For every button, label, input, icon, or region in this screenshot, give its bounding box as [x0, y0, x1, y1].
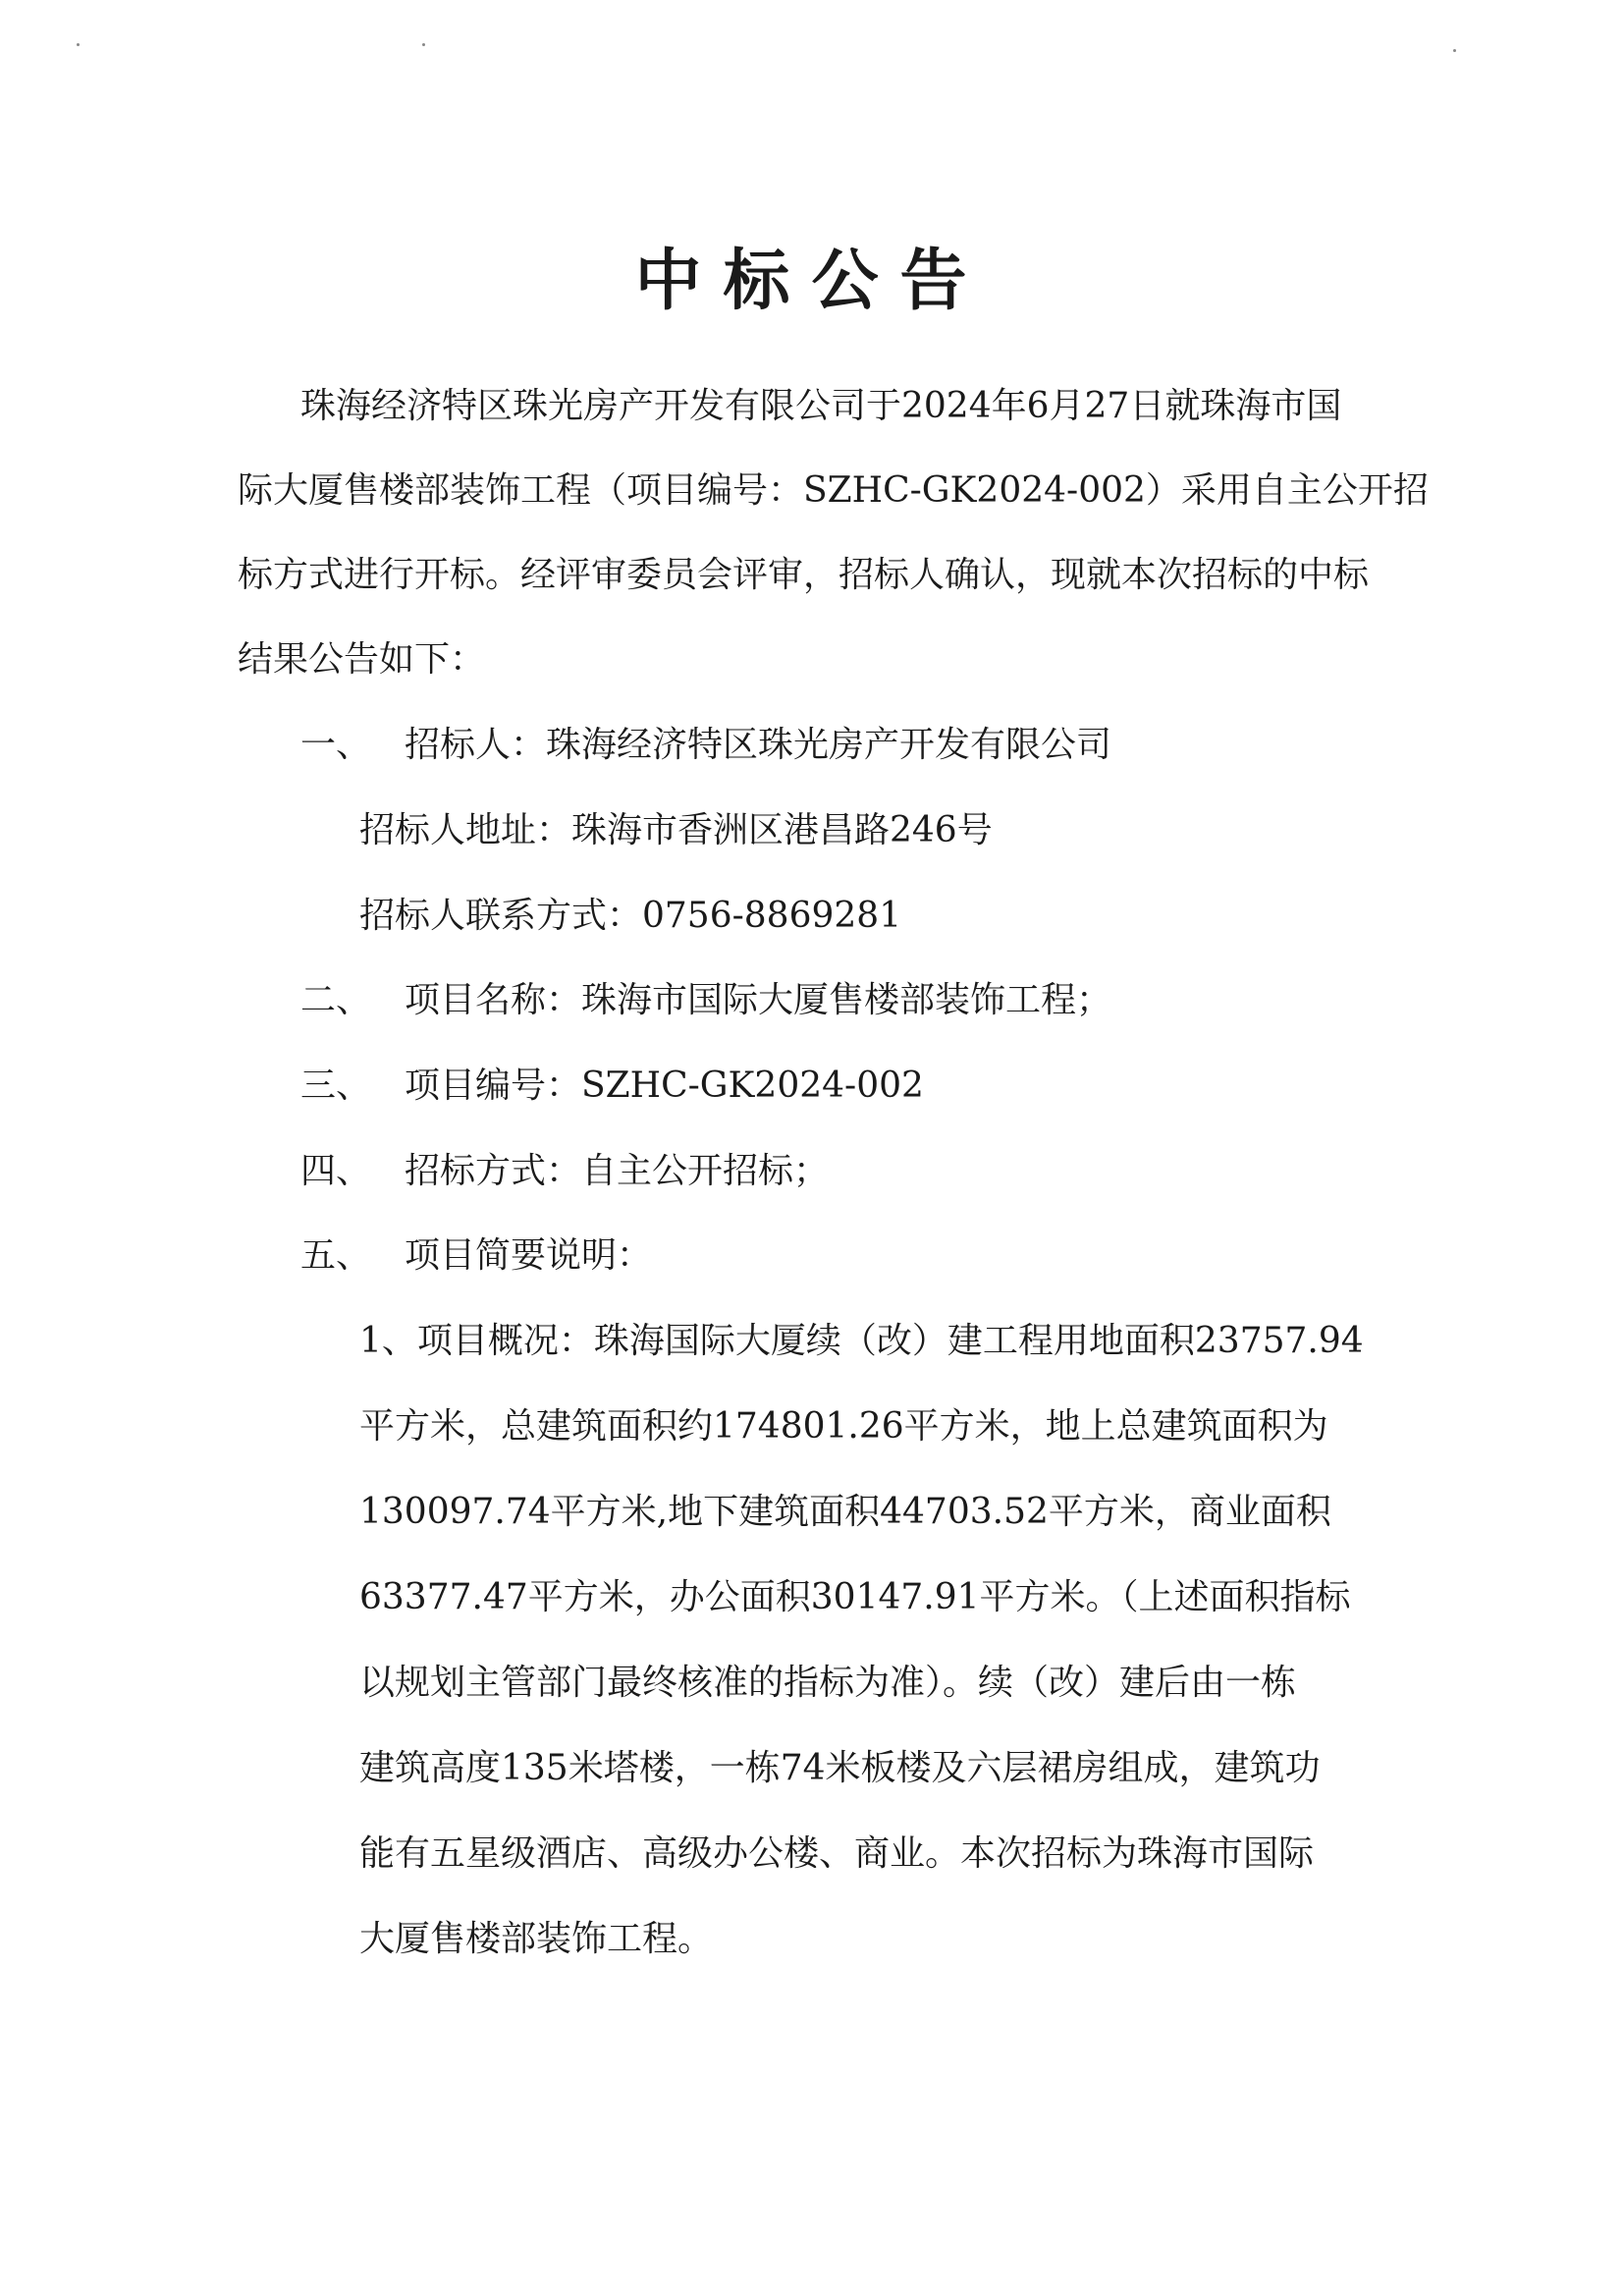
overview-line: 能有五星级酒店、高级办公楼、商业。本次招标为珠海市国际: [359, 1833, 1315, 1874]
section-number: 五、: [300, 1235, 372, 1276]
scan-speck: [422, 43, 425, 46]
intro-line: 珠海经济特区珠光房产开发有限公司于2024年6月27日就珠海市国: [300, 386, 1342, 426]
section-text: 项目简要说明：: [405, 1235, 653, 1276]
overview-line: 130097.74平方米,地下建筑面积44703.52平方米，商业面积: [359, 1492, 1331, 1532]
section-number: 三、: [300, 1066, 372, 1106]
section-number: 一、: [300, 725, 372, 765]
section-text: 招标方式：自主公开招标；: [405, 1151, 830, 1191]
section-text: 项目编号：SZHC-GK2024-002: [405, 1066, 924, 1106]
section-number: 四、: [300, 1151, 372, 1191]
intro-line: 标方式进行开标。经评审委员会评审，招标人确认，现就本次招标的中标: [238, 555, 1370, 595]
section-text: 招标人：珠海经济特区珠光房产开发有限公司: [405, 725, 1112, 765]
overview-line: 大厦售楼部装饰工程。: [359, 1919, 714, 1959]
intro-line: 际大厦售楼部装饰工程（项目编号：SZHC-GK2024-002）采用自主公开招: [238, 470, 1429, 511]
overview-line: 1、项目概况：珠海国际大厦续（改）建工程用地面积23757.94: [359, 1321, 1364, 1361]
overview-line: 以规划主管部门最终核准的指标为准）。续（改）建后由一栋: [359, 1663, 1297, 1703]
page-title: 中标公告: [634, 243, 989, 320]
section-text: 项目名称：珠海市国际大厦售楼部装饰工程；: [405, 980, 1112, 1020]
tenderer-contact: 招标人联系方式：0756-8869281: [359, 896, 902, 936]
overview-line: 63377.47平方米，办公面积30147.91平方米。（上述面积指标: [359, 1577, 1351, 1617]
scan-speck: [1453, 49, 1456, 52]
intro-line: 结果公告如下：: [238, 639, 486, 680]
overview-line: 平方米，总建筑面积约174801.26平方米，地上总建筑面积为: [359, 1406, 1328, 1447]
scan-speck: [77, 43, 80, 46]
section-number: 二、: [300, 980, 372, 1020]
overview-line: 建筑高度135米塔楼，一栋74米板楼及六层裙房组成，建筑功: [359, 1748, 1321, 1788]
tenderer-address: 招标人地址：珠海市香洲区港昌路246号: [359, 810, 993, 850]
